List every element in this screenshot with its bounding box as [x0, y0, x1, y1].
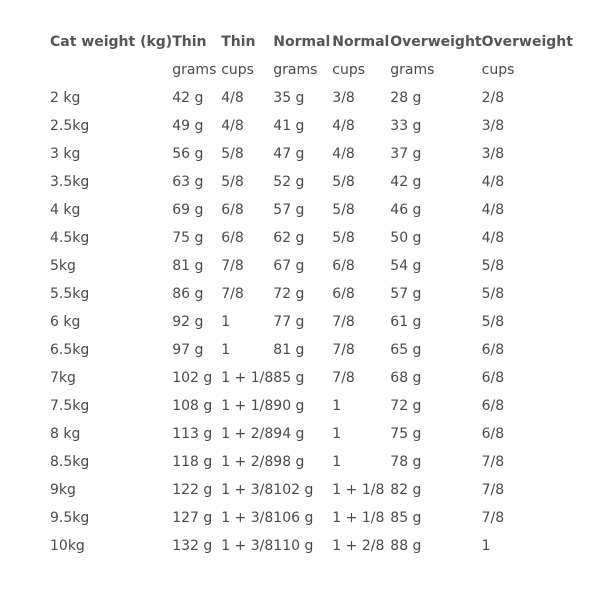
portion-cell: 62 g	[273, 230, 305, 246]
portion-cell: 69 g	[172, 202, 204, 218]
weight-cell: 4.5kg	[50, 230, 90, 246]
portion-cell: 102 g	[273, 482, 314, 498]
table-row	[50, 84, 573, 112]
table-row	[50, 252, 573, 280]
portion-cell: 92 g	[172, 314, 204, 330]
portion-cell: 6/8	[481, 342, 505, 358]
portion-cell: 52 g	[273, 174, 305, 190]
weight-cell: 10kg	[50, 538, 85, 554]
portion-cell: 6/8	[221, 202, 244, 218]
unit-row	[50, 56, 573, 84]
portion-cell: 4/8	[221, 90, 244, 106]
table-row	[50, 336, 573, 364]
portion-cell: 78 g	[390, 454, 422, 470]
weight-cell: 7.5kg	[50, 398, 90, 414]
header-thin-grams: Thin	[172, 34, 207, 50]
table-row	[50, 280, 573, 308]
portion-cell: 108 g	[172, 398, 213, 414]
table-row	[50, 504, 573, 532]
portion-cell: 75 g	[390, 426, 422, 442]
unit-cell: cups	[221, 62, 254, 78]
portion-cell: 82 g	[390, 482, 422, 498]
portion-cell: 47 g	[273, 146, 305, 162]
portion-cell: 6/8	[481, 426, 505, 442]
unit-cell: grams	[172, 62, 217, 78]
portion-cell: 42 g	[390, 174, 422, 190]
portion-cell: 110 g	[273, 538, 314, 554]
portion-cell: 4/8	[481, 230, 505, 246]
portion-cell: 68 g	[390, 370, 422, 386]
portion-cell: 1 + 3/8	[221, 538, 274, 554]
table-row	[50, 532, 573, 560]
header-overweight-cups: Overweight	[481, 34, 573, 50]
portion-cell: 41 g	[273, 118, 305, 134]
unit-cell: cups	[481, 62, 515, 78]
portion-cell: 1	[332, 426, 342, 442]
portion-cell: 7/8	[481, 510, 505, 526]
portion-cell: 1 + 2/8	[221, 426, 274, 442]
table-row	[50, 140, 573, 168]
weight-cell: 3 kg	[50, 146, 81, 162]
portion-cell: 49 g	[172, 118, 204, 134]
portion-cell: 7/8	[481, 454, 505, 470]
portion-cell: 90 g	[273, 398, 305, 414]
portion-cell: 50 g	[390, 230, 422, 246]
portion-cell: 98 g	[273, 454, 305, 470]
portion-cell: 3/8	[332, 90, 355, 106]
portion-cell: 132 g	[172, 538, 213, 554]
portion-cell: 1 + 2/8	[332, 538, 385, 554]
weight-cell: 9kg	[50, 482, 76, 498]
portion-cell: 61 g	[390, 314, 422, 330]
portion-cell: 81 g	[273, 342, 305, 358]
portion-cell: 7/8	[332, 370, 355, 386]
portion-cell: 4/8	[332, 146, 355, 162]
portion-cell: 28 g	[390, 90, 422, 106]
portion-cell: 1 + 3/8	[221, 510, 274, 526]
table-row	[50, 224, 573, 252]
portion-cell: 122 g	[172, 482, 213, 498]
weight-cell: 2 kg	[50, 90, 81, 106]
portion-cell: 57 g	[273, 202, 305, 218]
portion-cell: 5/8	[332, 230, 355, 246]
portion-cell: 6/8	[221, 230, 244, 246]
feeding-table	[50, 28, 573, 560]
portion-cell: 97 g	[172, 342, 204, 358]
portion-cell: 7/8	[332, 314, 355, 330]
table-row	[50, 420, 573, 448]
weight-cell: 8 kg	[50, 426, 81, 442]
portion-cell: 63 g	[172, 174, 204, 190]
header-normal-cups: Normal	[332, 34, 390, 50]
portion-cell: 6/8	[332, 286, 355, 302]
table-row	[50, 112, 573, 140]
portion-cell: 86 g	[172, 286, 204, 302]
weight-cell: 5kg	[50, 258, 76, 274]
portion-cell: 6/8	[481, 398, 505, 414]
portion-cell: 85 g	[273, 370, 305, 386]
weight-cell: 6 kg	[50, 314, 81, 330]
portion-cell: 1 + 1/8	[221, 370, 274, 386]
portion-cell: 37 g	[390, 146, 422, 162]
portion-cell: 5/8	[481, 314, 505, 330]
portion-cell: 106 g	[273, 510, 314, 526]
weight-cell: 3.5kg	[50, 174, 90, 190]
portion-cell: 94 g	[273, 426, 305, 442]
portion-cell: 127 g	[172, 510, 213, 526]
table-row	[50, 448, 573, 476]
portion-cell: 1 + 2/8	[221, 454, 274, 470]
weight-cell: 6.5kg	[50, 342, 90, 358]
portion-cell: 5/8	[221, 174, 244, 190]
portion-cell: 88 g	[390, 538, 422, 554]
table-row	[50, 392, 573, 420]
portion-cell: 1 + 1/8	[332, 510, 385, 526]
portion-cell: 67 g	[273, 258, 305, 274]
header-normal-grams: Normal	[273, 34, 331, 50]
portion-cell: 46 g	[390, 202, 422, 218]
portion-cell: 5/8	[332, 174, 355, 190]
table-row	[50, 196, 573, 224]
portion-cell: 75 g	[172, 230, 204, 246]
weight-cell: 9.5kg	[50, 510, 90, 526]
portion-cell: 4/8	[481, 174, 505, 190]
unit-cell	[50, 56, 172, 84]
portion-cell: 42 g	[172, 90, 204, 106]
header-thin-cups: Thin	[221, 34, 256, 50]
portion-cell: 118 g	[172, 454, 213, 470]
header-row	[50, 28, 573, 56]
portion-cell: 65 g	[390, 342, 422, 358]
portion-cell: 5/8	[221, 146, 244, 162]
portion-cell: 7/8	[481, 482, 505, 498]
header-cat-weight: Cat weight (kg)	[50, 34, 173, 50]
portion-cell: 6/8	[481, 370, 505, 386]
table-row	[50, 168, 573, 196]
portion-cell: 1	[221, 314, 231, 330]
portion-cell: 7/8	[221, 286, 244, 302]
portion-cell: 4/8	[332, 118, 355, 134]
portion-cell: 57 g	[390, 286, 422, 302]
portion-cell: 72 g	[273, 286, 305, 302]
portion-cell: 7/8	[332, 342, 355, 358]
portion-cell: 4/8	[221, 118, 244, 134]
weight-cell: 5.5kg	[50, 286, 90, 302]
portion-cell: 1	[481, 538, 491, 554]
portion-cell: 54 g	[390, 258, 422, 274]
portion-cell: 56 g	[172, 146, 204, 162]
portion-cell: 1	[221, 342, 231, 358]
portion-cell: 4/8	[481, 202, 505, 218]
portion-cell: 3/8	[481, 146, 505, 162]
weight-cell: 4 kg	[50, 202, 81, 218]
portion-cell: 1 + 1/8	[332, 482, 385, 498]
portion-cell: 35 g	[273, 90, 305, 106]
portion-cell: 85 g	[390, 510, 422, 526]
portion-cell: 3/8	[481, 118, 505, 134]
header-overweight-grams: Overweight	[390, 34, 482, 50]
portion-cell: 113 g	[172, 426, 213, 442]
portion-cell: 5/8	[481, 258, 505, 274]
portion-cell: 1 + 3/8	[221, 482, 274, 498]
table-body	[50, 84, 573, 560]
weight-cell: 8.5kg	[50, 454, 90, 470]
table-row	[50, 476, 573, 504]
portion-cell: 1	[332, 398, 342, 414]
portion-cell: 5/8	[332, 202, 355, 218]
unit-cell: grams	[273, 62, 318, 78]
portion-cell: 33 g	[390, 118, 422, 134]
portion-cell: 5/8	[481, 286, 505, 302]
portion-cell: 2/8	[481, 90, 505, 106]
portion-cell: 72 g	[390, 398, 422, 414]
weight-cell: 7kg	[50, 370, 76, 386]
portion-cell: 102 g	[172, 370, 213, 386]
portion-cell: 81 g	[172, 258, 204, 274]
portion-cell: 6/8	[332, 258, 355, 274]
table-row	[50, 364, 573, 392]
portion-cell: 7/8	[221, 258, 244, 274]
weight-cell: 2.5kg	[50, 118, 90, 134]
table-row	[50, 308, 573, 336]
portion-cell: 1	[332, 454, 342, 470]
portion-cell: 77 g	[273, 314, 305, 330]
unit-cell: cups	[332, 62, 366, 78]
unit-cell: grams	[390, 62, 435, 78]
portion-cell: 1 + 1/8	[221, 398, 274, 414]
